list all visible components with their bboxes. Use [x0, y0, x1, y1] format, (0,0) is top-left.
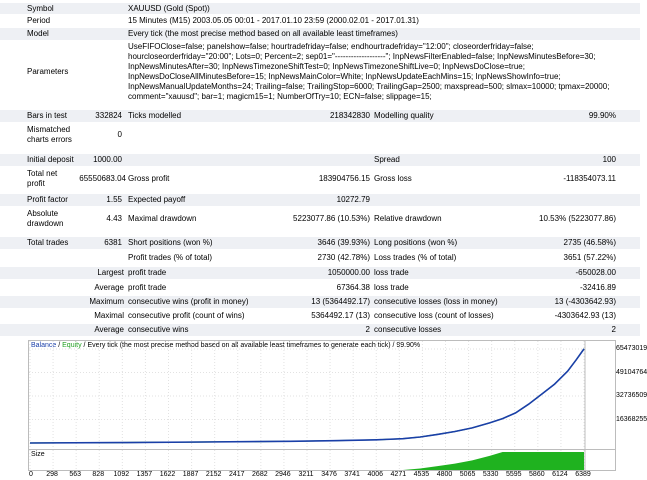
x-tick-label: 298: [46, 471, 58, 478]
x-tick-label: 5860: [529, 471, 545, 478]
x-tick-label: 563: [69, 471, 81, 478]
maximal-profit-value: 5364492.17 (13): [311, 311, 370, 320]
gross-loss-value: -118354073.11: [563, 174, 616, 183]
long-positions-label: Long positions (won %): [374, 238, 458, 247]
rel-drawdown-value: 10.53% (5223077.86): [539, 214, 616, 223]
x-axis: [28, 471, 614, 480]
mismatched-label-2: charts errors: [27, 135, 72, 144]
rel-drawdown-label: Relative drawdown: [374, 214, 442, 223]
abs-drawdown-value: 4.43: [106, 214, 122, 223]
x-tick-label: 0: [29, 471, 33, 478]
largest-loss-value: -650028.00: [575, 268, 616, 277]
row-average: [0, 282, 640, 294]
x-tick-label: 1357: [136, 471, 153, 478]
profit-trades-label: Profit trades (% of total): [128, 253, 213, 262]
x-tick-label: 5595: [505, 471, 522, 478]
profit-factor-value: 1.55: [106, 195, 122, 204]
row-largest: [0, 267, 640, 279]
max-consec-losses-label: consecutive losses (loss in money): [374, 297, 498, 306]
maximal-loss-value: -4303642.93 (13): [554, 311, 616, 320]
legend-description: / Every tick (the most precise method based on all available least timeframes to generate each tick) / 99.90%: [81, 342, 421, 349]
param-line: comment="xauusd"; bar=1; magicm15=1; NumberOfTry=10; ECN=false; slippage=15;: [128, 92, 432, 101]
balance-chart: [28, 340, 647, 450]
x-tick-label: 1092: [113, 471, 130, 478]
row-drawdown: [0, 208, 640, 230]
symbol-value: XAUUSD (Gold (Spot)): [128, 4, 210, 13]
param-line: InpNewsDoCloseAllMinutesBefore=15; InpNewsMainColor=White; InpNewsUpdateEachMins=15; InpNewsShowInfo=true;: [128, 72, 561, 81]
maximal-profit-label: consecutive profit (count of wins): [128, 311, 245, 320]
gross-loss-label: Gross loss: [374, 174, 412, 183]
row-symbol: [0, 3, 640, 14]
max-consec-losses-value: 13 (-4303642.93): [554, 297, 616, 306]
bars-value: 332824: [95, 111, 122, 120]
param-line: InpNewsManualUpdateMonths=24; Trailing=false; TrailingStop=6000; TrailingGap=2500; maxspread=500; slmax=10000; tpmax=20000;: [128, 82, 610, 91]
loss-trades-value: 3651 (57.22%): [563, 253, 616, 262]
expected-payoff-label: Expected payoff: [128, 195, 186, 204]
maximum-label: Maximum: [89, 297, 124, 306]
abs-drawdown-label-1: Absolute: [27, 209, 59, 218]
size-panel: [28, 449, 616, 471]
period-value: 15 Minutes (M15) 2003.05.05 00:01 - 2017.01.10 23:59 (2000.02.01 - 2017.01.31): [128, 16, 419, 25]
max-consec-wins-value: 13 (5364492.17): [311, 297, 370, 306]
quality-value: 99.90%: [588, 111, 616, 120]
model-label: Model: [27, 29, 49, 38]
quality-label: Modelling quality: [374, 111, 434, 120]
ticks-label: Ticks modelled: [128, 111, 182, 120]
x-tick-label: 2417: [228, 471, 245, 478]
x-tick-label: 2682: [252, 471, 268, 478]
bars-label: Bars in test: [27, 111, 68, 120]
spread-value: 100: [602, 155, 616, 164]
short-positions-label: Short positions (won %): [128, 238, 213, 247]
x-tick-label: 4535: [413, 471, 430, 478]
x-tick-label: 4800: [436, 471, 453, 478]
largest-loss-label: loss trade: [374, 268, 409, 277]
x-tick-label: 2152: [205, 471, 222, 478]
maximal-loss-label: consecutive loss (count of losses): [374, 311, 494, 320]
average-consec-label: Average: [94, 325, 124, 334]
row-bars: [0, 110, 640, 122]
row-profit-trades: [0, 252, 640, 264]
gross-profit-label: Gross profit: [128, 174, 170, 183]
x-tick-label: 3211: [298, 471, 314, 478]
x-tick-label: 1887: [182, 471, 199, 478]
expected-payoff-value: 10272.79: [336, 195, 370, 204]
profit-trades-value: 2730 (42.78%): [317, 253, 370, 262]
avg-consec-losses-value: 2: [611, 325, 616, 334]
row-maximum: [0, 296, 640, 308]
largest-profit-value: 1050000.00: [327, 268, 370, 277]
x-tick-label: 6389: [575, 471, 591, 478]
row-mismatched: [0, 124, 640, 146]
maximal-label: Maximal: [94, 311, 124, 320]
avg-consec-losses-label: consecutive losses: [374, 325, 442, 334]
row-deposit: [0, 154, 640, 166]
row-net-profit: [0, 168, 640, 190]
size-area: [30, 452, 584, 470]
legend-equity: Equity: [62, 342, 82, 349]
x-tick-label: 3741: [344, 471, 360, 478]
mismatched-value: 0: [117, 130, 122, 139]
average-profit-label: profit trade: [128, 283, 167, 292]
x-tick-label: 1622: [159, 471, 176, 478]
model-value: Every tick (the most precise method based on all available least timeframes): [128, 29, 398, 38]
row-average-consec: [0, 324, 640, 336]
legend-separator: /: [56, 342, 63, 349]
row-period: [0, 15, 640, 26]
x-tick-label: 828: [92, 471, 105, 478]
average-label: Average: [94, 283, 124, 292]
period-label: Period: [27, 16, 51, 25]
ticks-value: 218342830: [329, 111, 370, 120]
average-profit-value: 67364.38: [336, 283, 370, 292]
x-tick-label: 4006: [367, 471, 384, 478]
symbol-label: Symbol: [27, 4, 54, 13]
row-total-trades: [0, 237, 640, 249]
parameters-value: [128, 42, 610, 102]
y-tick-label: 32736509: [616, 392, 647, 399]
long-positions-value: 2735 (46.58%): [563, 238, 616, 247]
net-profit-label-2: profit: [27, 179, 45, 188]
x-tick-label: 4271: [390, 471, 407, 478]
mismatched-label-1: Mismatched: [27, 125, 71, 134]
param-line: InpNewsMinutesAfter=30; InpNewsTimezoneShiftTest=0; InpNewsTimezoneShiftLive=0; InpNewsDoClose=true;: [128, 62, 525, 71]
gross-profit-value: 183904756.15: [318, 174, 370, 183]
row-maximal: [0, 310, 640, 322]
max-drawdown-label: Maximal drawdown: [128, 214, 197, 223]
y-tick-label: 65473019: [616, 345, 647, 352]
parameters-label: Parameters: [27, 67, 69, 76]
spread-label: Spread: [374, 155, 400, 164]
y-tick-label: 49104764: [616, 368, 647, 376]
x-tick-label: 3476: [321, 471, 337, 478]
deposit-value: 1000.00: [93, 155, 122, 164]
average-loss-label: loss trade: [374, 283, 409, 292]
x-tick-label: 5330: [482, 471, 499, 478]
max-consec-wins-label: consecutive wins (profit in money): [128, 297, 249, 306]
row-profit-factor: [0, 194, 640, 206]
x-tick-label: 2946: [275, 471, 291, 478]
avg-consec-wins-label: consecutive wins: [128, 325, 189, 334]
x-tick-label: 5065: [459, 471, 476, 478]
short-positions-value: 3646 (39.93%): [317, 238, 370, 247]
net-profit-label-1: Total net: [27, 169, 58, 178]
y-tick-label: 16368255: [616, 415, 647, 423]
legend-balance: Balance: [31, 342, 57, 349]
row-model: [0, 28, 640, 40]
x-tick-label: 6124: [552, 471, 568, 478]
param-line: UseFIFOClose=false; panelshow=false; hourtradefriday=false; endhourtradefriday="12:00"; closeorderfriday=false;: [128, 42, 534, 51]
size-plot: [29, 450, 615, 470]
size-label: Size: [31, 451, 45, 458]
net-profit-value: 65550683.04: [79, 174, 126, 183]
total-trades-value: 6381: [104, 238, 122, 247]
param-line: hourcloseorderfriday="20:00"; Lots=0; Percent=2; sep01="-------------------"; InpNewsFilterEnabled=false; InpNewsMinutesBefore=30;: [128, 52, 596, 61]
total-trades-label: Total trades: [27, 238, 69, 247]
max-drawdown-value: 5223077.86 (10.53%): [293, 214, 370, 223]
largest-profit-label: profit trade: [128, 268, 167, 277]
abs-drawdown-label-2: drawdown: [27, 219, 64, 228]
avg-consec-wins-value: 2: [365, 325, 370, 334]
average-loss-value: -32416.89: [579, 283, 616, 292]
deposit-label: Initial deposit: [27, 155, 74, 164]
loss-trades-label: Loss trades (% of total): [374, 253, 457, 262]
profit-factor-label: Profit factor: [27, 195, 68, 204]
largest-label: Largest: [97, 268, 124, 277]
balance-plot: [29, 341, 615, 449]
